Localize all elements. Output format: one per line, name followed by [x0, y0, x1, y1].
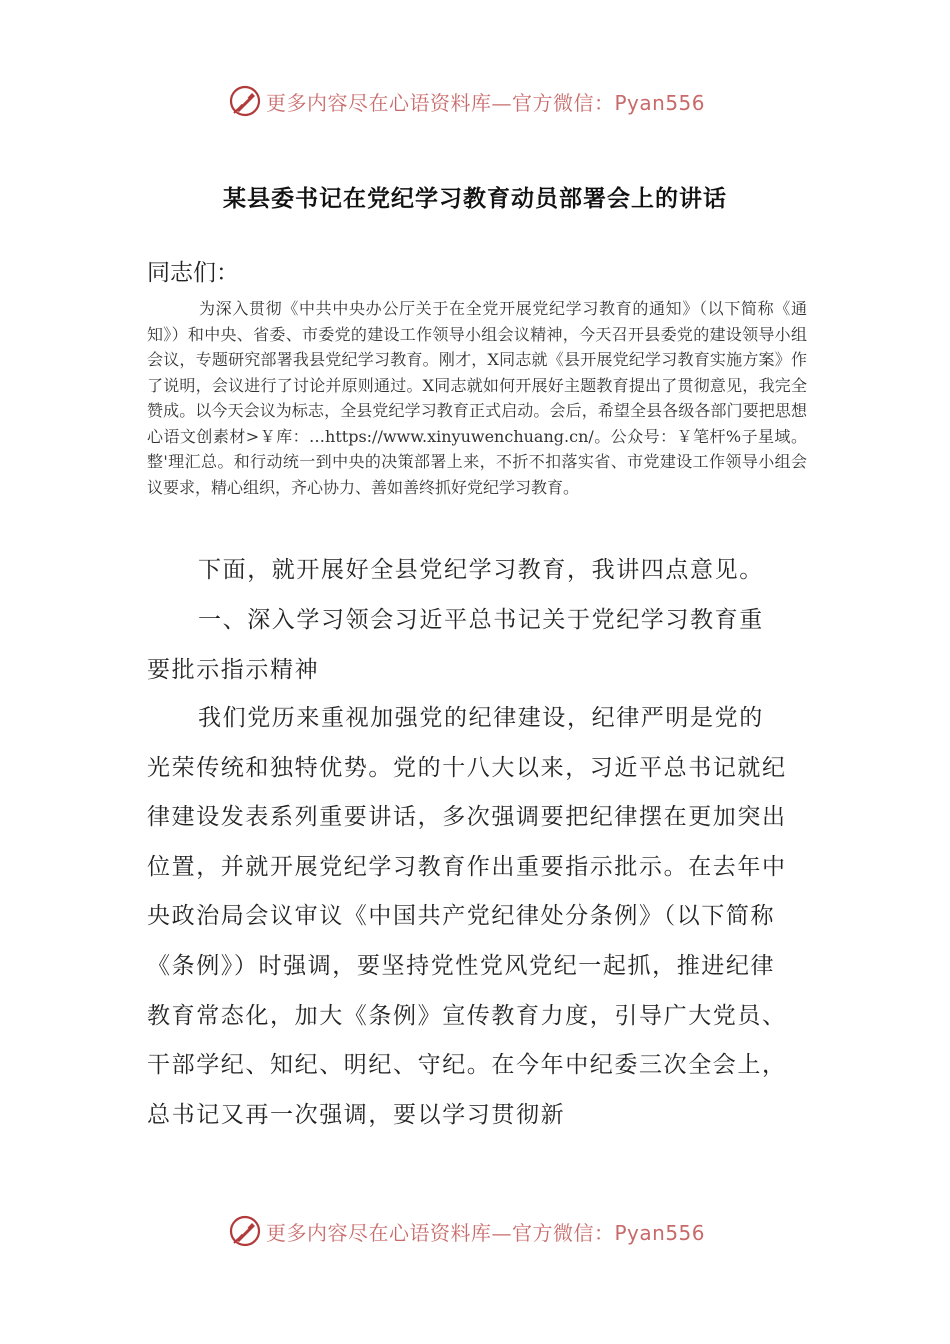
watermark-banner-bottom	[0, 1208, 950, 1252]
intro-paragraph: 为深入贯彻《中共中央办公厅关于在全党开展党纪学习教育的通知》（以下简称《通知》）和中央、省委、市委党的建设工作领导小组会议精神，今天召开县委党的建设领导小组会议，专题研究部署我县党纪学习教育。刚才，X同志就《县开展党纪学习教育实施方案》作了说明，会议进行了讨论并原则通过。X同志就如何开展好主题教育提出了贯彻意见，我完全赞成。以今天会议为标志，全县党纪学习教育正式启动。会后，希望全县各级各部门要把思想心语文创素材>￥库：…https://www.xinyuwenchuang.cn/。公众号：￥笔杆%子星域。整'理汇总。和行动统一到中央的决策部署上来，不折不扣落实省、市党建设工作领导小组会议要求，精心组织，齐心协力、善如善终抓好党纪学习教育。	[147, 299, 807, 497]
document-title: 某县委书记在党纪学习教育动员部署会上的讲话	[223, 185, 727, 212]
body-paragraph: 下面，就开展好全县党纪学习教育，我讲四点意见。	[198, 557, 764, 583]
body-paragraph: 我们党历来重视加强党的纪律建设，纪律严明是党的光荣传统和独特优势。党的十八大以来，习近平总书记就纪律建设发表系列重要讲话，多次强调要把纪律摆在更加突出位置，并就开展党纪学习教育作出重要指示批示。在去年中央政治局会议审议《中国共产党纪律处分条例》（以下简称《条例》）时强调，要坚持党性党风党纪一起抓，推进纪律教育常态化，加大《条例》宣传教育力度，引导广大党员、干部学纪、知纪、明纪、守纪。在今年中纪委三次全会上，总书记又再一次强调，要以学习贯彻新	[147, 705, 787, 1128]
quill-logo-icon	[228, 84, 262, 118]
watermark-text: 更多内容尽在心语资料库—官方微信：Pyan556	[266, 1220, 706, 1245]
section-heading: 一、深入学习领会习近平总书记关于党纪学习教育重要批示指示精神	[147, 607, 764, 683]
quill-logo-icon	[228, 1214, 262, 1248]
watermark-text: 更多内容尽在心语资料库—官方微信：Pyan556	[266, 90, 706, 115]
salutation: 同志们：	[147, 260, 239, 286]
watermark-banner-top	[0, 78, 950, 122]
watermark-content	[228, 1214, 705, 1248]
watermark-content	[228, 84, 705, 118]
